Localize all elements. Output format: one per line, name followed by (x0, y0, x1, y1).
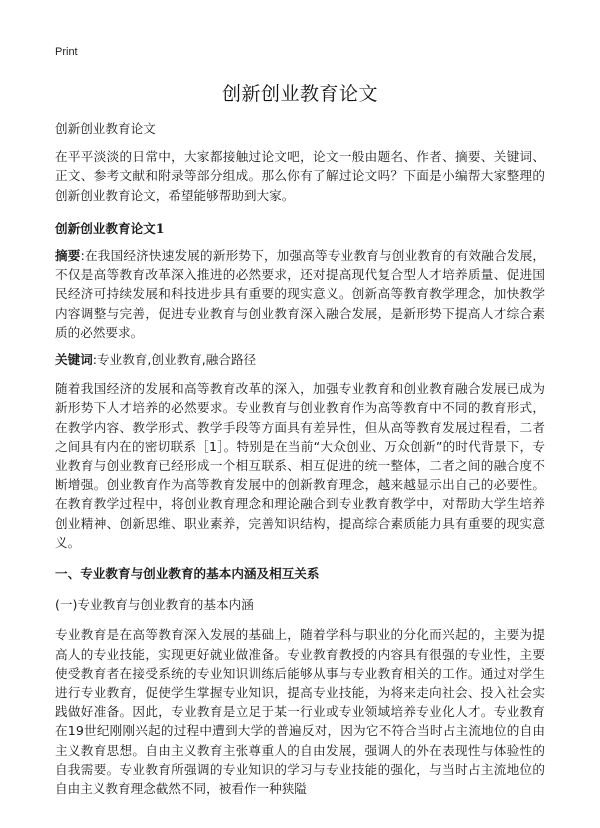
section-heading: 创新创业教育论文1 (55, 220, 165, 236)
heading-level-3: (一)专业教育与创业教育的基本内涵 (55, 597, 254, 613)
heading-level-2: 一、专业教育与创业教育的基本内涵及相互关系 (55, 566, 320, 582)
abstract-paragraph (55, 246, 545, 342)
keywords-paragraph (55, 350, 545, 369)
intro-paragraph: 在平平淡淡的日常中，大家都接触过论文吧，论文一般由题名、作者、摘要、关键词、正文、参考文献和附录等部分组成。那么你有了解过论文吗？下面是小编帮大家整理的创新创业教育论文，希望能够帮助到大家。 (55, 149, 545, 203)
document-title: 创新创业教育论文 (221, 83, 378, 105)
keywords-text: :专业教育,创业教育,融合路径 (92, 352, 257, 368)
abstract-label: 摘要 (55, 248, 81, 264)
document-subtitle: 创新创业教育论文 (55, 121, 156, 136)
abstract-text: :在我国经济快速发展的新形势下，加强高等专业教育与创业教育的有效融合发展，不仅是高等教育改革深入推进的必然要求，还对提高现代复合型人才培养质量、促进国民经济可持续发展和科技进步具有重要的现实意义。创新高等教育教学理念，加快教学内容调整与完善，促进专业教育与创业教育深入融合发展，是新形势下提高人才综合素质的必然要求。 (55, 248, 546, 340)
body-paragraph-1: 随着我国经济的发展和高等教育改革的深入，加强专业教育和创业教育融合发展已成为新形势下人才培养的必然要求。专业教育与创业教育作为高等教育中不同的教育形式，在教学内容、教学形式、教学手段等方面具有差异性，但从高等教育发展过程看，二者之间具有内在的密切联系［1］。特别是在当前“大众创业、万众创新”的时代背景下，专业教育与创业教育已经形成一个相互联系、相互促进的统一整体，二者之间的融合度不断增强。创业教育作为高等教育发展中的创新教育理念，越来越显示出自己的必要性。在教育教学过程中，将创业教育理念和理论融合到专业教育教学中，对帮助大学生培养创业精神、创新思维、职业素养，完善知识结构，提高综合素质能力具有重要的现实意义。 (55, 381, 545, 550)
print-link[interactable]: Print (55, 46, 78, 58)
body-paragraph-2: 专业教育是在高等教育深入发展的基础上，随着学科与职业的分化而兴起的，主要为提高人的专业技能，实现更好就业做准备。专业教育教授的内容具有很强的专业性，主要使受教育者在接受系统的专业知识训练后能够从事与专业教育相关的工作。通过对学生进行专业教育，促使学生掌握专业知识，提高专业技能，为将来走向社会、投入社会实践做好准备。因此，专业教育是立足于某一行业或专业领域培养专业化人才。专业教育在19世纪刚刚兴起的过程中遭到大学的普遍反对，因为它不符合当时占主流地位的自由主义教育思想。自由主义教育主张尊重人的自由发展，强调人的外在表现性与体验性的自我需要。专业教育所强调的专业知识的学习与专业技能的强化，与当时占主流地位的自由主义教育理念截然不同，被看作一种狭隘 (55, 627, 545, 797)
document-body (55, 119, 545, 810)
keywords-label: 关键词 (55, 352, 93, 368)
